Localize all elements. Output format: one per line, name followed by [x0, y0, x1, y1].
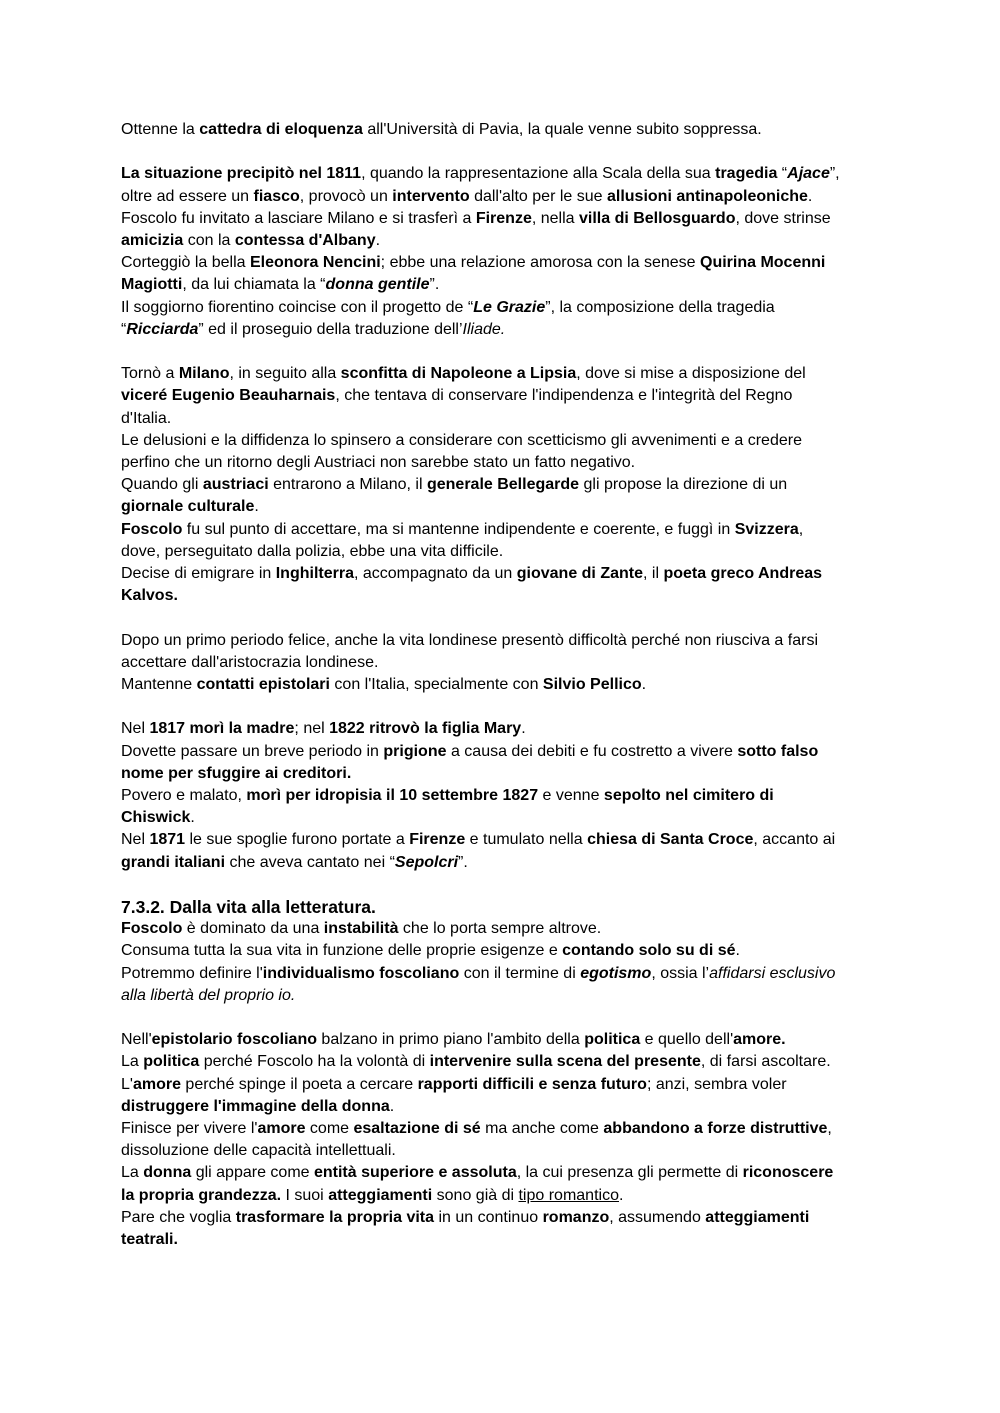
text-line	[121, 274, 881, 296]
text: Corteggiò la bella	[121, 254, 250, 272]
text-line	[121, 763, 881, 785]
text-line	[121, 1229, 881, 1251]
text: d'Italia.	[121, 409, 172, 427]
text: Le delusioni e la diffidenza lo spinsero a considerare con scetticismo gli avvenimenti e a credere	[121, 431, 802, 449]
text-line	[121, 718, 881, 740]
bold-text: Chiswick	[121, 809, 191, 827]
bold-text: giornale culturale	[121, 498, 255, 516]
text-line	[121, 852, 881, 874]
text: ,	[798, 520, 804, 538]
text-line	[121, 163, 881, 185]
text: Nell'	[121, 1031, 152, 1049]
text: ,	[827, 1120, 832, 1138]
text: ; ebbe una relazione amorosa con la senese	[380, 254, 700, 272]
bold-text	[787, 165, 830, 182]
text-line	[121, 1118, 881, 1140]
text-line	[121, 474, 881, 496]
bold-text: villa di Bellosguardo	[578, 209, 736, 227]
bold-text: 1822 ritrovò la figlia Mary	[329, 720, 522, 738]
bold-text: atteggiamenti	[705, 1208, 810, 1226]
bold-text: prigione	[383, 742, 447, 760]
text: come	[305, 1120, 354, 1138]
text-line	[121, 1096, 881, 1118]
text-line	[121, 940, 881, 962]
text: Ottenne la	[121, 121, 200, 138]
text-line	[121, 741, 881, 763]
bold-text: 1871	[149, 831, 186, 849]
text: Mantenne	[121, 676, 197, 694]
text: perché spinge il poeta a cercare	[180, 1075, 418, 1093]
bold-text: Silvio Pellico	[542, 676, 642, 694]
text-line	[121, 652, 881, 674]
bold-text: Quirina Mocenni	[700, 254, 826, 272]
text: Pare che voglia	[121, 1208, 236, 1226]
bold-text: chiesa di Santa Croce	[587, 831, 754, 849]
text: con il termine di	[459, 964, 581, 982]
text-line	[121, 519, 881, 541]
text-line	[121, 1074, 881, 1096]
bold-text: viceré Eugenio Beauharnais	[121, 387, 336, 405]
bold-text: grandi italiani	[121, 853, 226, 871]
bold-text: Kalvos.	[121, 587, 178, 605]
text: .	[389, 1097, 395, 1115]
text: L'	[121, 1075, 133, 1093]
text-line	[121, 585, 881, 607]
bold-text: Milano	[178, 365, 230, 383]
text: “	[121, 320, 127, 338]
text-line	[121, 186, 881, 208]
bold-text: tragedia	[715, 165, 778, 183]
bold-text: teatrali.	[121, 1231, 178, 1249]
text: .	[618, 1186, 624, 1204]
text-line	[121, 985, 881, 1007]
bold-text: instabilità	[323, 920, 399, 938]
text: perché Foscolo ha la volontà di	[199, 1053, 430, 1071]
italic-text: Ajace	[787, 165, 830, 183]
text: è dominato da una	[182, 920, 324, 938]
bold-text	[126, 321, 198, 338]
bold-text: politica	[143, 1053, 200, 1071]
text: , nella	[531, 209, 579, 227]
bold-text: 1817 morì la madre	[149, 720, 295, 738]
text: che lo porta sempre altrove.	[398, 920, 602, 938]
text-line	[121, 230, 881, 252]
bold-text: la propria grandezza.	[121, 1186, 282, 1204]
text: “	[777, 165, 788, 183]
bold-text: sepolto nel cimitero di	[603, 787, 774, 805]
italic-text: egotismo	[580, 964, 652, 982]
bold-text: esaltazione di sé	[353, 1120, 481, 1138]
bold-text: poeta greco Andreas	[663, 565, 823, 583]
text: .	[254, 498, 259, 516]
text: , di farsi ascoltare.	[700, 1053, 831, 1071]
bold-text	[395, 854, 458, 871]
text: .	[807, 187, 813, 205]
italic-text: alla libertà del proprio io.	[121, 986, 296, 1004]
text-line	[121, 963, 881, 985]
text: in un continuo	[434, 1208, 543, 1226]
text-line	[121, 630, 881, 652]
bold-text: contessa d'Albany	[234, 232, 376, 249]
text-line	[121, 363, 881, 385]
text: Tornò a	[121, 365, 179, 383]
text: Povero e malato,	[121, 787, 247, 805]
bold-text: contando solo su di sé	[562, 942, 736, 960]
text: , quando la rappresentazione alla Scala della sua	[361, 165, 716, 183]
italic-text: donna gentile	[325, 276, 430, 294]
text: , accompagnato da un	[353, 565, 517, 583]
text: gli propose la direzione di un	[579, 476, 788, 494]
bold-text: rapporti difficili e senza futuro	[417, 1075, 647, 1093]
text: , la cui presenza gli permette di	[516, 1164, 743, 1182]
italic-text	[463, 321, 506, 338]
text: e venne	[538, 787, 604, 805]
italic-text: Le Grazie	[473, 298, 546, 316]
underlined-text: tipo romantico	[518, 1186, 619, 1204]
text: , che tentava di conservare l'indipendenza e l'integrità del Regno	[335, 387, 793, 405]
paragraph	[121, 1029, 881, 1251]
text: le sue spoglie furono portate a	[185, 831, 410, 849]
bold-text: amicizia	[121, 232, 184, 249]
text: che aveva cantato nei “	[225, 853, 395, 871]
paragraph	[121, 718, 881, 873]
bold-text: Eleonora Nencini	[249, 254, 381, 272]
bold-text: atteggiamenti	[328, 1186, 433, 1204]
text-line	[121, 829, 881, 851]
paragraph	[121, 163, 881, 341]
text: con l'Italia, specialmente con	[329, 676, 543, 694]
bold-text: allusioni antinapoleoniche	[606, 187, 808, 205]
text: Finisce per vivere l'	[121, 1120, 258, 1138]
bold-text: giovane di Zante	[516, 565, 643, 583]
bold-text: politica	[584, 1031, 641, 1049]
text: Dopo un primo periodo felice, anche la vita londinese presentò difficoltà perché non riusciva a farsi	[121, 631, 818, 649]
bold-text: amore	[132, 1075, 181, 1093]
bold-text: distruggere l'immagine della donna	[121, 1097, 390, 1115]
bold-text: riconoscere	[742, 1164, 834, 1182]
text-line	[121, 1029, 881, 1051]
italic-text	[121, 987, 295, 1004]
text: accettare dall'aristocrazia londinese.	[121, 653, 379, 671]
bold-text: Firenze	[409, 831, 466, 849]
text: Consuma tutta la sua vita in funzione delle proprie esigenze e	[121, 942, 563, 960]
bold-text: intervento	[392, 187, 470, 205]
text-line	[121, 252, 881, 274]
text: ”, la composizione della tragedia	[545, 298, 775, 316]
bold-text: sotto falso	[737, 742, 819, 760]
bold-text: romanzo	[542, 1208, 610, 1226]
document-body	[121, 119, 881, 1273]
text: gli appare come	[191, 1164, 314, 1182]
text: ”,	[829, 165, 840, 183]
text: Foscolo fu invitato a lasciare Milano e si trasferì a	[121, 209, 476, 227]
text: all'Università di Pavia, la quale venne subito soppressa.	[362, 121, 762, 138]
bold-text: amore	[257, 1120, 306, 1138]
text: Nel	[121, 831, 150, 849]
text: sono già di	[432, 1186, 519, 1204]
bold-text: generale Bellegarde	[426, 476, 580, 494]
bold-text: sconfitta di Napoleone a Lipsia	[340, 365, 577, 383]
text: , ossia l’	[651, 964, 710, 982]
text-line	[121, 119, 881, 141]
text-line	[121, 541, 881, 563]
text-line	[121, 496, 881, 518]
text: e tumulato nella	[465, 831, 588, 849]
text: dissoluzione delle capacità intellettuali.	[121, 1142, 396, 1160]
text: .	[641, 676, 647, 694]
text: ; anzi, sembra voler	[646, 1075, 787, 1093]
italic-text: affidarsi esclusivo	[709, 964, 836, 982]
text: balzano in primo piano l'ambito della	[316, 1031, 585, 1049]
bold-text	[326, 276, 430, 293]
text-line	[121, 785, 881, 807]
text: ma anche come	[480, 1120, 604, 1138]
text: perfino che un ritorno degli Austriaci non sarebbe stato un fatto negativo.	[121, 454, 636, 472]
text-line	[121, 918, 881, 940]
text: e quello dell'	[640, 1031, 734, 1049]
bold-text: contatti epistolari	[196, 676, 330, 694]
bold-text: trasformare la propria vita	[235, 1208, 435, 1226]
text: La	[121, 1053, 144, 1071]
bold-text: Foscolo	[121, 520, 183, 538]
text-line	[121, 385, 881, 407]
text: .	[190, 809, 195, 827]
bold-text	[473, 299, 545, 316]
paragraph	[121, 630, 881, 697]
text-line	[121, 430, 881, 452]
bold-text	[580, 965, 651, 982]
text: , in seguito alla	[229, 365, 341, 383]
text-line	[121, 452, 881, 474]
bold-text: abbandono a forze distruttive	[603, 1120, 828, 1138]
text: con la	[183, 232, 235, 249]
text: , il	[643, 565, 664, 583]
text: Potremmo definire l'	[121, 964, 263, 982]
text-line	[121, 208, 881, 230]
bold-text: Foscolo	[121, 920, 183, 938]
text: , accanto ai	[753, 831, 836, 849]
text-line	[121, 408, 881, 430]
text: Nel	[121, 720, 150, 738]
bold-text: Inghilterra	[275, 565, 354, 583]
bold-text: amore.	[733, 1031, 786, 1049]
bold-text: individualismo foscoliano	[262, 964, 460, 982]
paragraph	[121, 896, 881, 1007]
text: ”.	[429, 276, 440, 294]
text: , da lui chiamata la “	[182, 276, 326, 294]
paragraph	[121, 363, 881, 607]
bold-text: epistolario foscoliano	[151, 1031, 317, 1049]
text-line	[121, 563, 881, 585]
text-line	[121, 1140, 881, 1162]
text: fu sul punto di accettare, ma si mantenne indipendente e coerente, e fuggì in	[182, 520, 735, 538]
bold-text: Firenze	[475, 209, 532, 227]
text: , assumendo	[609, 1208, 706, 1226]
text: dove, perseguitato dalla polizia, ebbe una vita difficile.	[121, 542, 504, 560]
text-line	[121, 1185, 881, 1207]
bold-text: fiasco	[253, 187, 300, 205]
text: dall'alto per le sue	[469, 187, 607, 205]
text-line	[121, 1051, 881, 1073]
text-line	[121, 1162, 881, 1184]
text: I suoi	[281, 1186, 329, 1204]
text: , provocò un	[299, 187, 393, 205]
text: entrarono a Milano, il	[268, 476, 427, 494]
bold-text: donna	[143, 1164, 192, 1182]
bold-text: cattedra di eloquenza	[199, 121, 363, 138]
text: oltre ad essere un	[121, 187, 254, 205]
text: .	[521, 720, 526, 738]
bold-text: austriaci	[202, 476, 269, 494]
text-line	[121, 807, 881, 829]
text: ; nel	[294, 720, 330, 738]
text: Quando gli	[121, 476, 203, 494]
text-line	[121, 297, 881, 319]
bold-text: Svizzera	[734, 520, 799, 538]
bold-text: entità superiore e assoluta	[313, 1164, 517, 1182]
bold-text: nome per sfuggire ai creditori.	[121, 764, 352, 782]
text: Dovette passare un breve periodo in	[121, 742, 384, 760]
italic-text: Sepolcri	[394, 853, 459, 871]
section-heading: 7.3.2. Dalla vita alla letteratura.	[121, 897, 376, 918]
text: Il soggiorno fiorentino coincise con il progetto de “	[121, 298, 474, 316]
italic-text: Iliade.	[462, 320, 506, 338]
text: a causa dei debiti e fu costretto a vivere	[446, 742, 738, 760]
bold-text: intervenire sulla scena del presente	[429, 1053, 701, 1071]
text: , dove si mise a disposizione del	[576, 365, 806, 383]
bold-text: morì per idropisia il 10 settembre 1827	[246, 787, 539, 805]
text: La	[121, 1164, 144, 1182]
text: , dove strinse	[735, 209, 831, 227]
bold-text: Magiotti	[121, 276, 183, 294]
text: .	[735, 942, 740, 960]
italic-text	[709, 965, 835, 982]
text-line	[121, 1207, 881, 1229]
text: ”.	[458, 853, 468, 871]
text: .	[375, 232, 381, 249]
text-line	[121, 319, 881, 341]
paragraph	[121, 119, 881, 141]
text: ” ed il proseguio della traduzione dell’	[198, 320, 463, 338]
text: Decise di emigrare in	[121, 565, 276, 583]
italic-text: Ricciarda	[126, 320, 199, 338]
bold-text: La situazione precipitò nel 1811	[121, 165, 362, 183]
text-line	[121, 674, 881, 696]
